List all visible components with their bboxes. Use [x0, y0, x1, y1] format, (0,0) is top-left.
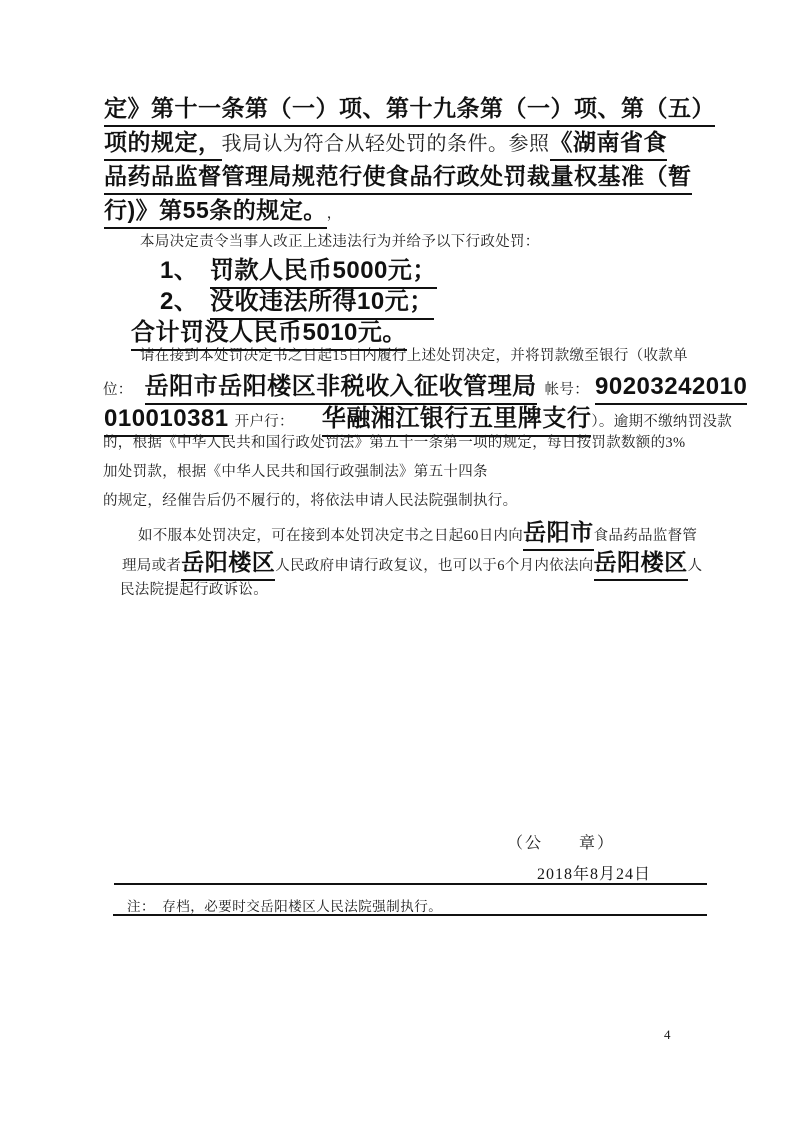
penalty-item-1-number: 1、 [160, 257, 199, 284]
penalty-item-2-number: 2、 [160, 288, 199, 315]
decision-line-2-regular: 我局认为符合从轻处罚的条件。参照 [221, 133, 550, 155]
penalty-total-text: 合计罚没人民币5010元。 [131, 312, 407, 351]
page-number-text: 4 [664, 1027, 671, 1042]
decision-line-1 [104, 90, 715, 127]
appeal-line-1-pre: 如不服本处罚决定，可在接到本处罚决定书之日起60日内向 [138, 528, 524, 544]
page-number [664, 1027, 671, 1043]
footer-rule-top [114, 883, 707, 885]
payment-bank-label: 开户行： [234, 414, 294, 430]
payment-line-5-text: 加处罚款，根据《中华人民共和国行政强制法》第五十四条 [103, 464, 488, 480]
signature-date-text: 2018年8月24日 [537, 866, 652, 883]
decision-line-4-bold: 行)》第55条的规定。 [104, 192, 327, 229]
payment-unit-name: 岳阳市岳阳楼区非税收入征收管理局 [145, 366, 537, 405]
payment-close-paren: ）。 [591, 414, 614, 430]
payment-line-6-text: 的规定，经催告后仍不履行的，将依法申请人民法院强制执行。 [103, 493, 518, 509]
payment-account-number-part1: 90203242010 [595, 373, 747, 405]
appeal-line-3 [120, 578, 268, 599]
appeal-line-3-text: 民法院提起行政诉讼。 [120, 582, 268, 598]
payment-line-3-tail: 逾期不缴纳罚没款 [613, 414, 733, 430]
payment-line-4-text: 的，根据《中华人民共和国行政处罚法》第五十一条第一项的规定，每日按罚款数额的3% [103, 435, 686, 451]
footer-rule-bottom [113, 914, 707, 916]
decision-line-4 [104, 192, 342, 229]
payment-line-4 [103, 431, 685, 452]
decision-line-1-text: 定》第十一条第（一）项、第十九条第（一）项、第（五） [104, 90, 715, 127]
signature-date [537, 861, 651, 884]
footnote-text: 注： 存档，必要时交岳阳楼区人民法院强制执行。 [127, 899, 443, 914]
seal-text: （公 章） [507, 835, 616, 852]
decision-line-4-trailing-comma: ， [326, 206, 342, 222]
decision-line-2 [104, 124, 667, 161]
payment-bank-name: 华融湘江银行五里牌支行 [322, 398, 592, 437]
payment-account-label: 帐号： [544, 382, 590, 398]
decision-line-3 [104, 158, 692, 195]
payment-line-5 [103, 460, 488, 481]
payment-account-number-part2: 010010381 [104, 405, 229, 437]
decision-line-2-bold1: 项的规定， [104, 124, 222, 161]
appeal-line-2 [122, 544, 702, 581]
order-intro-text: 本局决定责令当事人改正上述违法行为并给予以下行政处罚： [140, 234, 540, 250]
decision-line-3-text: 品药品监督管理局规范行使食品行政处罚裁量权基准（暂 [104, 158, 692, 195]
penalty-item-2-text: 没收违法所得10元； [210, 281, 434, 320]
appeal-line-1-post: 食品药品监督管 [593, 528, 698, 544]
appeal-district-name-2: 岳阳楼区 [594, 544, 688, 581]
appeal-city-name: 岳阳市 [523, 514, 594, 551]
appeal-line-2-post: 人 [687, 558, 703, 574]
payment-unit-label: 位： [103, 382, 133, 398]
appeal-line-2-mid: 人民政府申请行政复议，也可以于6个月内依法向 [275, 558, 594, 574]
seal-placeholder [507, 830, 615, 853]
footnote [127, 895, 442, 915]
decision-line-2-bold2: 《湖南省食 [550, 124, 668, 161]
order-intro [140, 230, 540, 251]
payment-line-6 [103, 489, 517, 510]
penalty-item-1-text: 罚款人民币5000元； [210, 250, 437, 289]
appeal-line-2-pre: 理局或者 [122, 558, 182, 574]
payment-line-1-text: 请在接到本处罚决定书之日起15日内履行上述处罚决定，并将罚款缴至银行（收款单 [140, 348, 688, 364]
payment-line-1 [140, 344, 688, 365]
appeal-district-name-1: 岳阳楼区 [181, 544, 275, 581]
